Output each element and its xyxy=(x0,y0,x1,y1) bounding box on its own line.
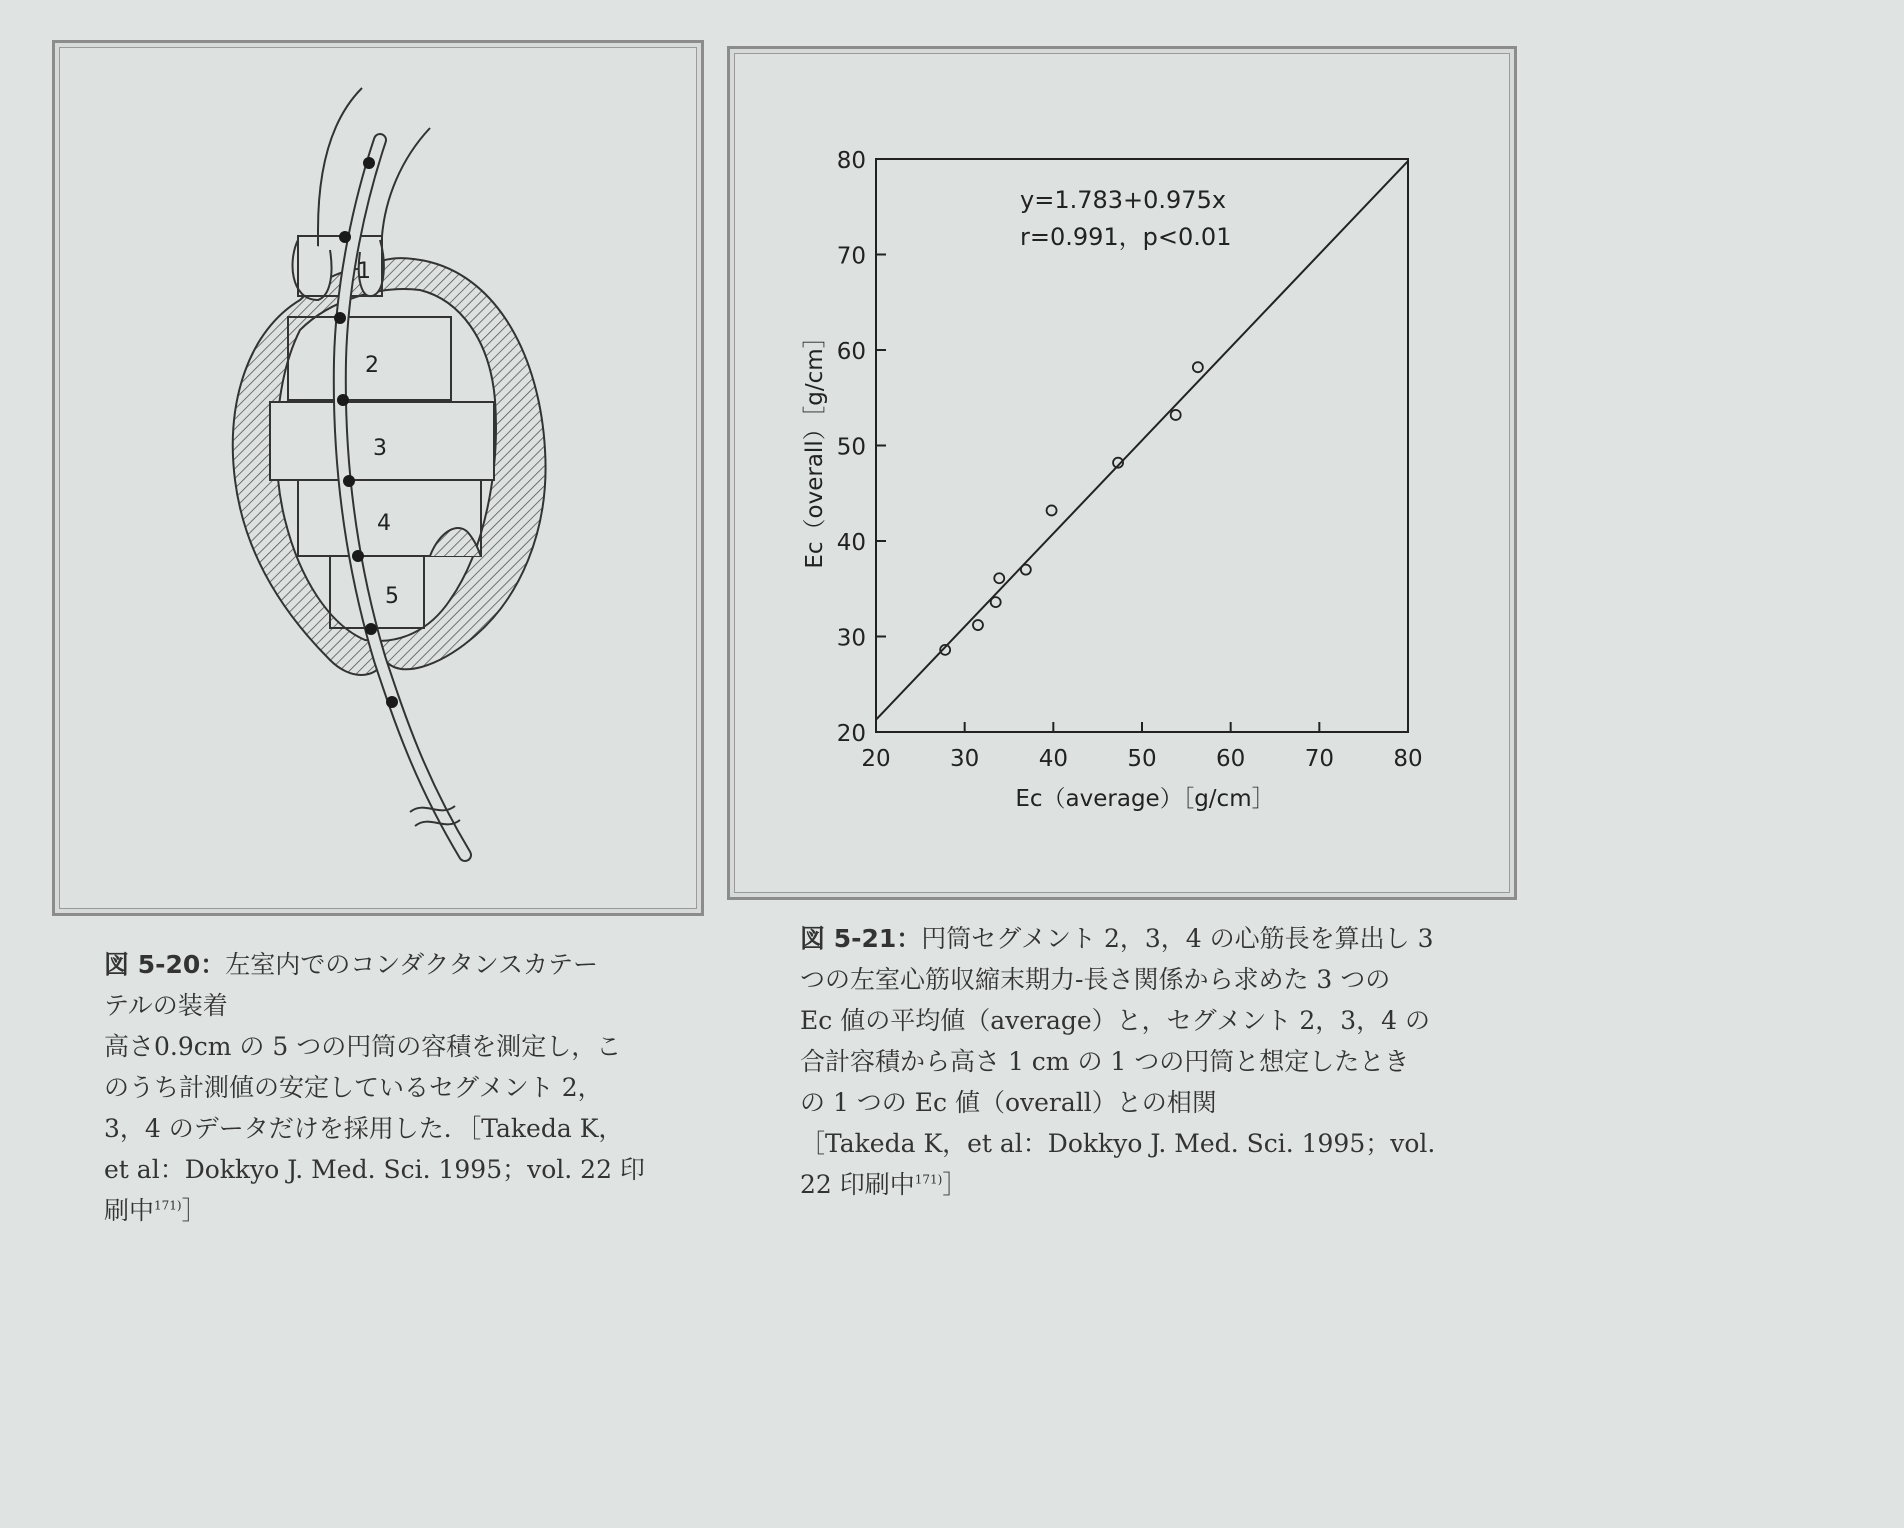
correlation-stats: r=0.991，p<0.01 xyxy=(1020,223,1232,251)
caption-line-1: 円筒セグメント 2，3，4 の心筋長を算出し 3 xyxy=(921,924,1434,953)
y-tick-label: 40 xyxy=(836,530,866,556)
caption-line-5: の 1 つの Ec 値（overall）との相関 xyxy=(800,1088,1217,1117)
segment-label-5: 5 xyxy=(385,584,399,609)
y-tick-label: 60 xyxy=(836,339,866,365)
caption-line-2: つの左室心筋収縮末期力-長さ関係から求めた 3 つの xyxy=(800,965,1391,994)
y-axis xyxy=(837,148,886,747)
caption-title-line xyxy=(800,918,1480,959)
data-point xyxy=(1171,410,1181,420)
data-point xyxy=(973,620,983,630)
data-point xyxy=(1021,565,1031,575)
x-tick-label: 50 xyxy=(1127,746,1157,772)
x-axis-label: Ec（average）［g/cm］ xyxy=(1015,786,1275,812)
y-tick-label: 70 xyxy=(836,243,866,270)
x-axis xyxy=(861,722,1422,772)
segment-label-4: 4 xyxy=(377,511,391,536)
y-axis-label: Ec（overall）［g/cm］ xyxy=(802,325,828,569)
caption-ref-text: 刷中 xyxy=(104,1196,155,1225)
y-tick-label: 50 xyxy=(836,434,866,461)
data-point xyxy=(994,573,1004,583)
caption-title-line xyxy=(104,944,694,985)
caption-body-line-4: et al：Dokkyo J. Med. Sci. 1995；vol. 22 印 xyxy=(104,1155,645,1184)
x-tick-label: 70 xyxy=(1304,746,1334,772)
caption-body-line-3: 3，4 のデータだけを採用した．［Takeda K， xyxy=(104,1114,624,1143)
segment-label-3: 3 xyxy=(373,436,387,461)
figure-left-caption xyxy=(104,944,694,1231)
x-tick-label: 40 xyxy=(1038,746,1068,772)
x-tick-label: 80 xyxy=(1393,746,1423,772)
caption-line-3: Ec 値の平均値（average）と，セグメント 2，3，4 の xyxy=(800,1006,1431,1035)
close-bracket: ］ xyxy=(942,1170,968,1199)
figure-right-caption xyxy=(800,918,1480,1205)
reference-superscript: 171) xyxy=(154,1198,182,1213)
segment-label-1: 1 xyxy=(357,259,371,284)
figure-number: 図 5-20： xyxy=(104,950,226,979)
x-tick-label: 20 xyxy=(861,746,891,772)
segment-label-2: 2 xyxy=(365,353,379,378)
close-bracket: ］ xyxy=(181,1196,207,1225)
x-tick-label: 60 xyxy=(1216,746,1246,772)
y-tick-label: 30 xyxy=(836,625,866,652)
caption-ref-text: 22 印刷中 xyxy=(800,1170,915,1199)
data-point xyxy=(1047,505,1057,515)
caption-ref-line-1: ［Takeda K，et al：Dokkyo J. Med. Sci. 1995；vol. xyxy=(800,1129,1436,1158)
regression-equation: y=1.783+0.975x xyxy=(1020,186,1227,214)
figure-number: 図 5-21： xyxy=(800,924,922,953)
y-tick-label: 80 xyxy=(836,148,866,174)
caption-body-line-2: のうち計測値の安定しているセグメント 2， xyxy=(104,1073,603,1102)
caption-ref-line-2 xyxy=(800,1164,1480,1205)
data-point xyxy=(1193,362,1203,372)
reference-superscript: 171) xyxy=(914,1172,943,1187)
data-point xyxy=(991,597,1001,607)
caption-line-4: 合計容積から高さ 1 cm の 1 つの円筒と想定したとき xyxy=(800,1047,1410,1076)
caption-title-line-2: テルの装着 xyxy=(104,991,228,1020)
x-tick-label: 30 xyxy=(950,746,980,772)
y-tick-label: 20 xyxy=(836,721,866,747)
caption-body-line-5 xyxy=(104,1190,694,1231)
caption-body-line-1: 高さ0.9cm の 5 つの円筒の容積を測定し，こ xyxy=(104,1032,622,1061)
caption-title: 左室内でのコンダクタンスカテー xyxy=(225,950,599,979)
